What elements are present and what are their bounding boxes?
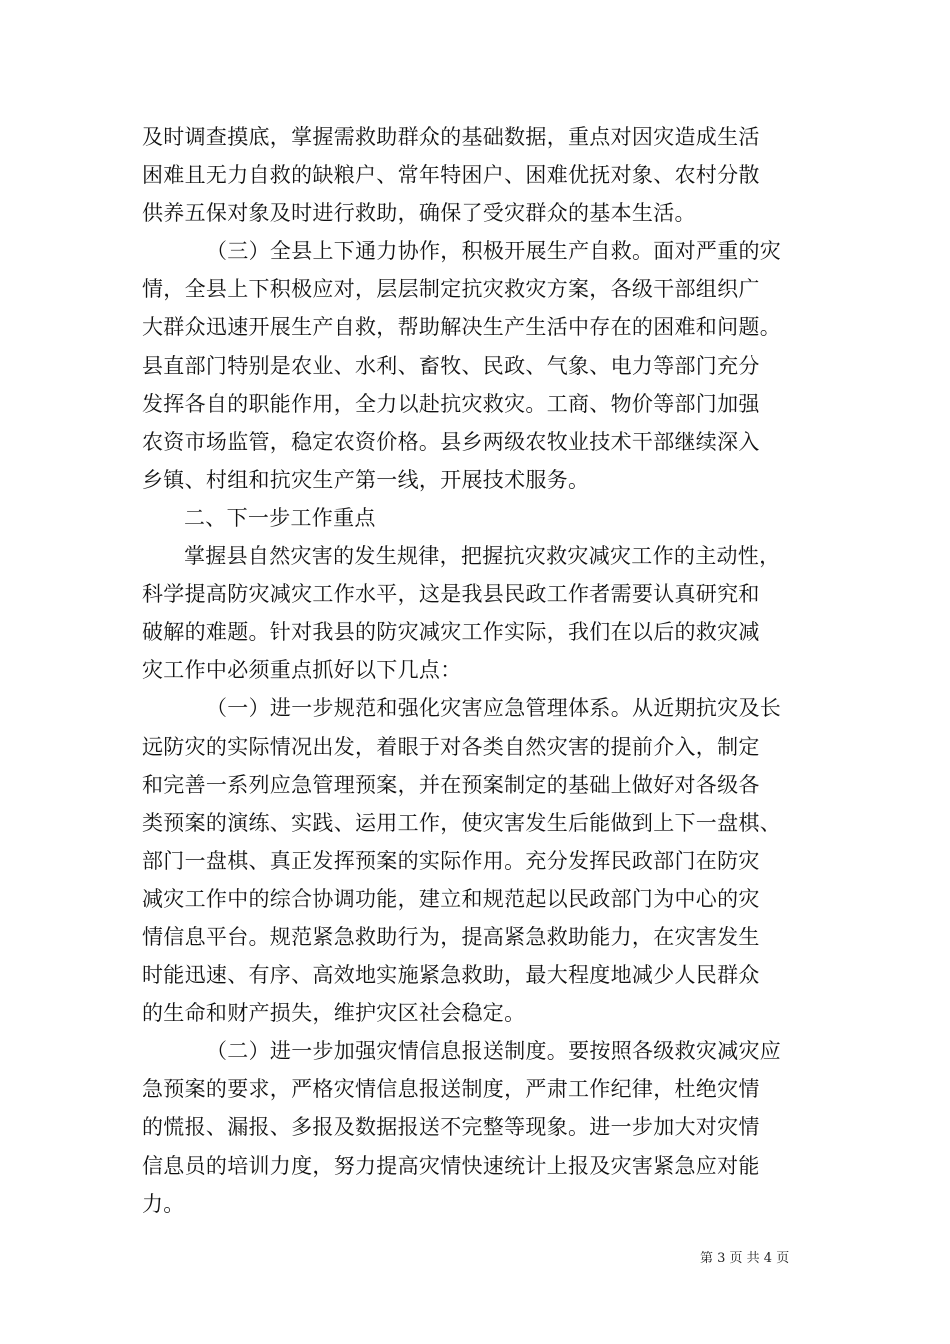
text-line: 破解的难题。针对我县的防灾减灾工作实际，我们在以后的救灾减: [142, 620, 760, 645]
text-line: 乡镇、村组和抗灾生产第一线，开展技术服务。: [142, 467, 590, 492]
text-line: 急预案的要求，严格灾情信息报送制度，严肃工作纪律，杜绝灾情: [142, 1077, 760, 1102]
text-line: 的慌报、漏报、多报及数据报送不完整等现象。进一步加大对灾情: [142, 1115, 760, 1140]
text-line: 掌握县自然灾害的发生规律，把握抗灾救灾减灾工作的主动性，: [184, 544, 781, 569]
text-line: 情，全县上下积极应对，层层制定抗灾救灾方案，各级干部组织广: [142, 277, 760, 302]
text-line: 信息员的培训力度，努力提高灾情快速统计上报及灾害紧急应对能: [142, 1153, 760, 1178]
text-line: 和完善一系列应急管理预案，并在预案制定的基础上做好对各级各: [142, 772, 760, 797]
text-line: 灾工作中必须重点抓好以下几点：: [142, 658, 462, 683]
page-number: 第 3 页 共 4 页: [700, 1251, 790, 1266]
text-line: 远防灾的实际情况出发，着眼于对各类自然灾害的提前介入，制定: [142, 734, 760, 759]
text-line: 及时调查摸底，掌握需救助群众的基础数据，重点对因灾造成生活: [142, 125, 760, 149]
text-line: （一）进一步规范和强化灾害应急管理体系。从近期抗灾及长: [206, 696, 782, 721]
text-line: 困难且无力自救的缺粮户、常年特困户、困难优抚对象、农村分散: [142, 163, 760, 188]
text-line: 发挥各自的职能作用，全力以赴抗灾救灾。工商、物价等部门加强: [142, 391, 760, 416]
text-line: 情信息平台。规范紧急救助行为，提高紧急救助能力，在灾害发生: [142, 924, 760, 949]
text-line: 时能迅速、有序、高效地实施紧急救助，最大程度地减少人民群众: [142, 963, 760, 988]
text-line: 科学提高防灾减灾工作水平，这是我县民政工作者需要认真研究和: [142, 582, 760, 607]
text-line: 大群众迅速开展生产自救，帮助解决生产生活中存在的困难和问题。: [142, 315, 781, 340]
text-line: 县直部门特别是农业、水利、畜牧、民政、气象、电力等部门充分: [142, 353, 760, 378]
text-line: （二）进一步加强灾情信息报送制度。要按照各级救灾减灾应: [206, 1039, 782, 1064]
text-line: 农资市场监管，稳定农资价格。县乡两级农牧业技术干部继续深入: [142, 429, 760, 454]
body-text: [142, 118, 812, 1223]
text-line: 部门一盘棋、真正发挥预案的实际作用。充分发挥民政部门在防灾: [142, 848, 760, 873]
text-line: 类预案的演练、实践、运用工作，使灾害发生后能做到上下一盘棋、: [142, 810, 781, 835]
text-line: 供养五保对象及时进行救助，确保了受灾群众的基本生活。: [142, 201, 696, 226]
section-heading: 二、下一步工作重点: [184, 505, 376, 530]
text-line: 力。: [142, 1191, 185, 1216]
text-line: 的生命和财产损失，维护灾区社会稳定。: [142, 1001, 526, 1026]
text-line: 减灾工作中的综合协调功能，建立和规范起以民政部门为中心的灾: [142, 886, 760, 911]
text-line: （三）全县上下通力协作，积极开展生产自救。面对严重的灾: [206, 239, 782, 264]
